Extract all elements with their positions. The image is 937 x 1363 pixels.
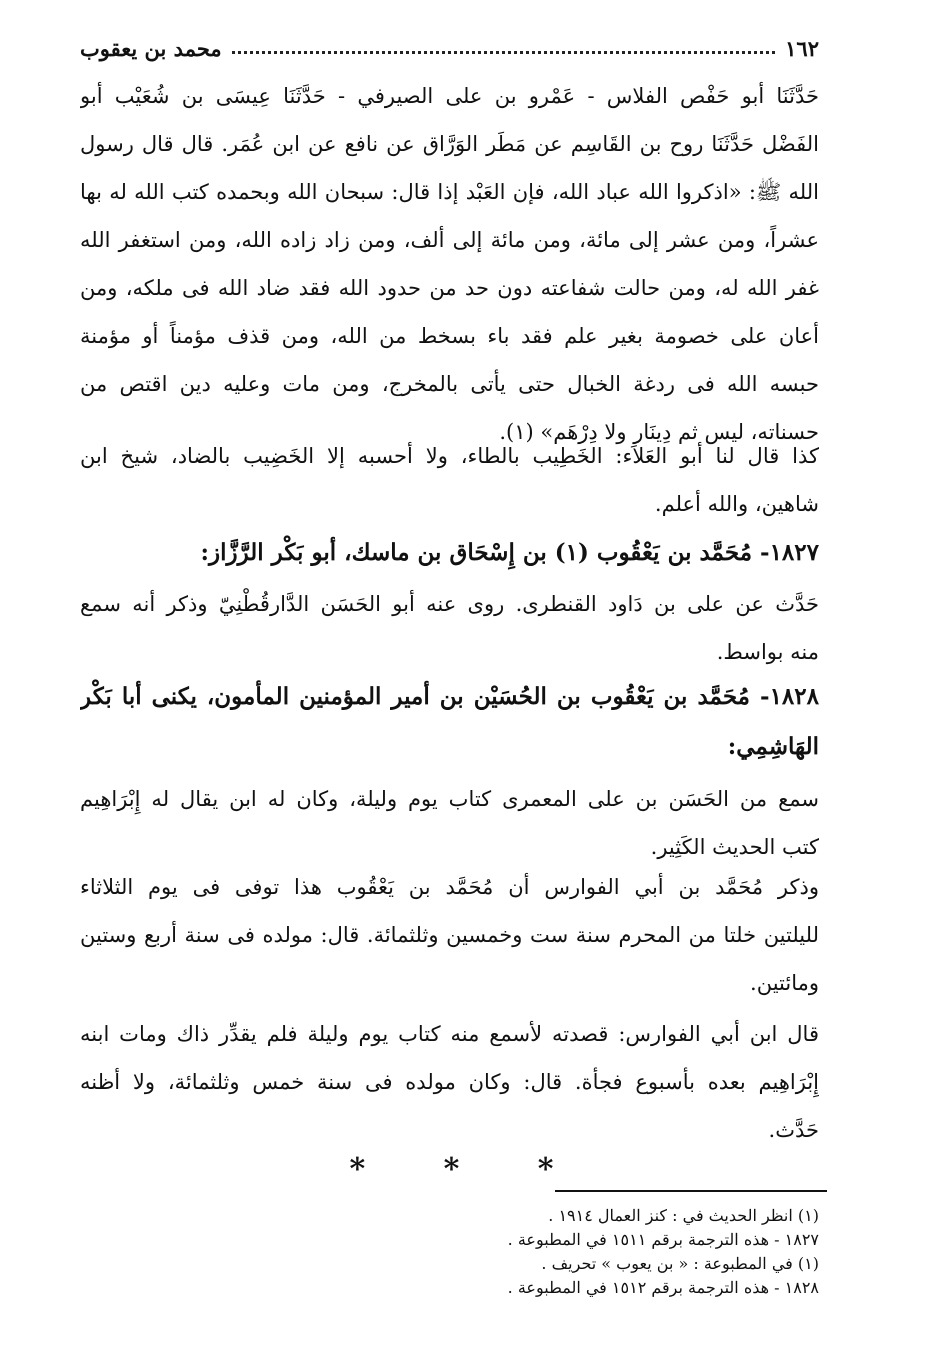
- running-title: محمد بن يعقوب: [80, 35, 222, 61]
- page-number: ١٦٢: [785, 35, 819, 61]
- footnote: ١٨٢٨ - هذه الترجمة برقم ١٥١٢ في المطبوعة .: [507, 1278, 819, 1297]
- header-leader-dots: [232, 49, 776, 54]
- fawaris-paragraph: [80, 1010, 819, 1154]
- text-line: ومائتين.: [750, 971, 819, 995]
- entry-body-1828: [80, 775, 819, 871]
- text-line: كذا قال لنا أبو العَلاَء: الخَطِيب بالطاء، ولا أحسبه إلا الخَضِيب بالضاد، شيخ ابن: [80, 444, 819, 468]
- text-line: وذكر مُحَمَّد بن أبي الفوارس أن مُحَمَّد بن يَعْقُوب هذا توفى فى يوم الثلاثاء: [80, 875, 819, 899]
- text-line: حَدَّث عن على بن دَاود القنطرى. روى عنه أبو الحَسَن الدَّارقُطْنِيّ وذكر أنه سمع: [80, 592, 819, 616]
- footnote: (١) انظر الحديث في : كنز العمال ١٩١٤ .: [548, 1206, 819, 1225]
- text-line: إِبْرَاهِيم بعده بأسبوع فجأة. قال: وكان مولده فى سنة خمس وثلثمائة، ولا أظنه: [80, 1070, 819, 1094]
- text-line: كتب الحديث الكَثِير.: [650, 835, 819, 859]
- footnote: ١٨٢٧ - هذه الترجمة برقم ١٥١١ في المطبوعة .: [507, 1230, 819, 1249]
- entry-heading-1827: [80, 528, 819, 578]
- text-line: حَدَّثَنَا أبو حَفْص الفلاس - عَمْرو بن على الصيرفي - حَدَّثَنَا عِيسَى بن شُعَيْب أبو: [80, 84, 819, 108]
- entry-heading-1828: [80, 672, 819, 772]
- text-line: غفر الله له، ومن حالت شفاعته دون حد من حدود الله فقد ضاد الله فى ملكه، ومن: [80, 276, 819, 300]
- heading-line: ١٨٢٨- مُحَمَّد بن يَعْقُوب بن الحُسَيْن بن أمير المؤمنين المأمون، يكنى أبا بَكْر: [80, 683, 819, 710]
- text-line: حَدَّث.: [768, 1118, 819, 1142]
- section-separator: * * *: [349, 1152, 588, 1187]
- heading-line: ١٨٢٧- مُحَمَّد بن يَعْقُوب (١) بن إِسْحَاق بن ماسك، أبو بَكْر الرَّزَّاز:: [200, 539, 819, 566]
- text-line: لليلتين خلتا من المحرم سنة ست وخمسين وثلثمائة. قال: مولده فى سنة أربع وستين: [80, 923, 819, 947]
- hadith-paragraph: [80, 72, 819, 456]
- text-line: قال ابن أبي الفوارس: قصدته لأسمع منه كتاب يوم وليلة فلم يقدِّر ذاك ومات ابنه: [80, 1022, 819, 1046]
- footnotes: [80, 1204, 819, 1300]
- page-header: [80, 30, 819, 66]
- text-line: منه بواسط.: [716, 640, 819, 664]
- footnote: (١) في المطبوعة : « بن يعوب » تحريف .: [541, 1254, 819, 1273]
- heading-line: الهَاشِمِي:: [727, 733, 819, 760]
- text-line: حسناته، ليس ثم دِينَار ولا دِرْهَم» (١).: [499, 420, 819, 444]
- text-line: شاهين، والله أعلم.: [654, 492, 819, 516]
- death-paragraph: [80, 863, 819, 1007]
- entry-body-1827: [80, 580, 819, 676]
- comment-paragraph: [80, 432, 819, 528]
- text-line: الله ﷺ: «اذكروا الله عباد الله، فإن العَبْد إذا قال: سبحان الله وبحمده كتب الله له بها: [80, 180, 819, 204]
- text-line: عشراً، ومن عشر إلى مائة، ومن مائة إلى ألف، ومن زاد زاده الله، ومن استغفر الله: [80, 228, 819, 252]
- footnote-rule: [555, 1190, 827, 1192]
- text-line: حبسه الله فى ردغة الخبال حتى يأتى بالمخرج، ومن مات وعليه دين اقتص من: [80, 372, 819, 396]
- text-line: أعان على خصومة بغير علم فقد باء بسخط من الله، ومن قذف مؤمناً أو مؤمنة: [80, 324, 819, 348]
- text-line: الفَضْل حَدَّثَنَا روح بن القَاسِم عن مَطَر الوَرَّاق عن نافع عن ابن عُمَر. قال قال رسول: [80, 132, 819, 156]
- text-line: سمع من الحَسَن بن على المعمرى كتاب يوم وليلة، وكان له ابن يقال له إِبْرَاهِيم: [80, 787, 819, 811]
